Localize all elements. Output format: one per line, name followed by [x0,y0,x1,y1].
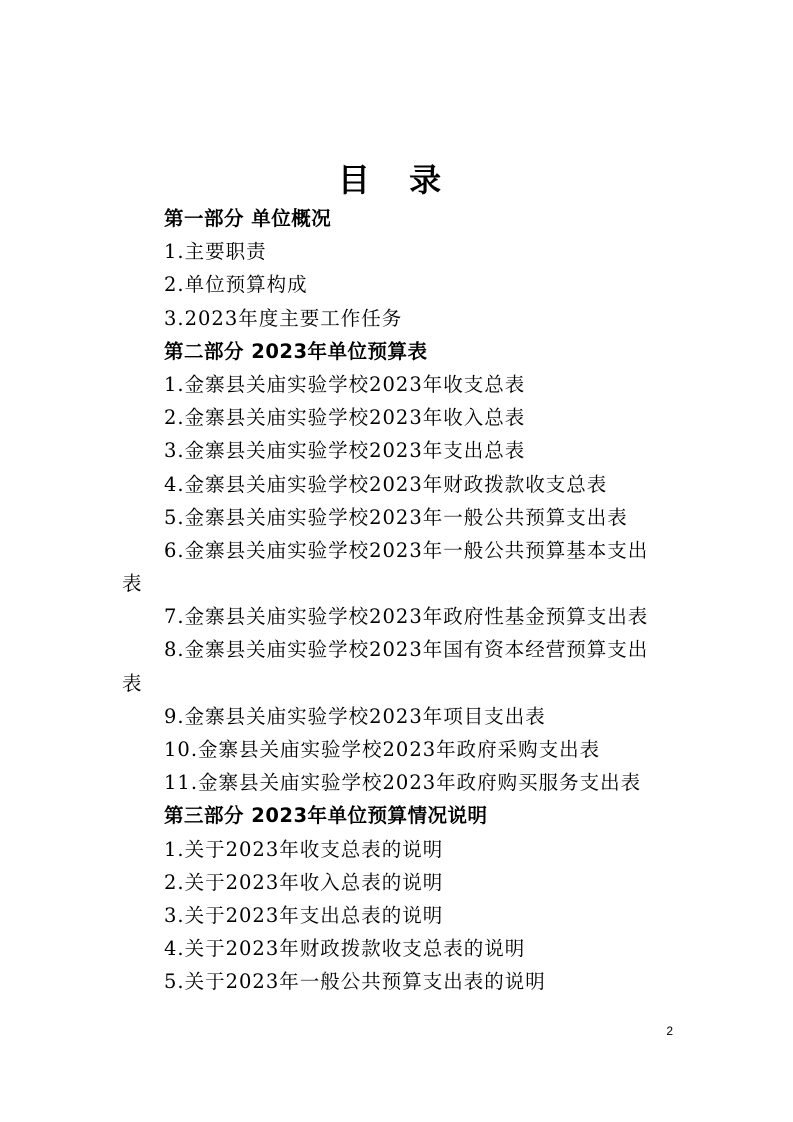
toc-item-continuation: 表 [122,572,143,596]
toc-item: 6.金寨县关庙实验学校2023年一般公共预算基本支出 [164,538,649,562]
toc-item: 1.关于2023年收支总表的说明 [164,837,444,861]
toc-item: 2.关于2023年收入总表的说明 [164,870,444,894]
toc-item: 3.2023年度主要工作任务 [164,306,403,330]
toc-item: 3.金寨县关庙实验学校2023年支出总表 [164,439,526,463]
toc-item: 4.金寨县关庙实验学校2023年财政拨款收支总表 [164,472,608,496]
toc-section-heading: 第二部分 2023年单位预算表 [164,339,428,363]
toc-section-heading: 第三部分 2023年单位预算情况说明 [164,804,488,828]
toc-item: 7.金寨县关庙实验学校2023年政府性基金预算支出表 [164,605,649,629]
table-of-contents [122,202,682,999]
toc-item: 8.金寨县关庙实验学校2023年国有资本经营预算支出 [164,638,649,662]
toc-item: 4.关于2023年财政拨款收支总表的说明 [164,937,526,961]
toc-item: 9.金寨县关庙实验学校2023年项目支出表 [164,704,546,728]
toc-item: 2.金寨县关庙实验学校2023年收入总表 [164,406,526,430]
toc-item: 10.金寨县关庙实验学校2023年政府采购支出表 [164,738,601,761]
toc-item: 1.金寨县关庙实验学校2023年收支总表 [164,372,526,396]
page-title: 目 录 [337,161,456,199]
toc-item-continuation: 表 [122,671,143,695]
page-number: 2 [666,1024,673,1038]
toc-item: 1.主要职责 [164,240,267,264]
toc-item: 5.关于2023年一般公共预算支出表的说明 [164,970,546,994]
toc-item: 11.金寨县关庙实验学校2023年政府购买服务支出表 [164,771,642,795]
toc-item: 3.关于2023年支出总表的说明 [164,903,444,927]
toc-item: 2.单位预算构成 [164,273,308,297]
toc-item: 5.金寨县关庙实验学校2023年一般公共预算支出表 [164,505,628,529]
toc-section-heading: 第一部分 单位概况 [164,207,332,230]
